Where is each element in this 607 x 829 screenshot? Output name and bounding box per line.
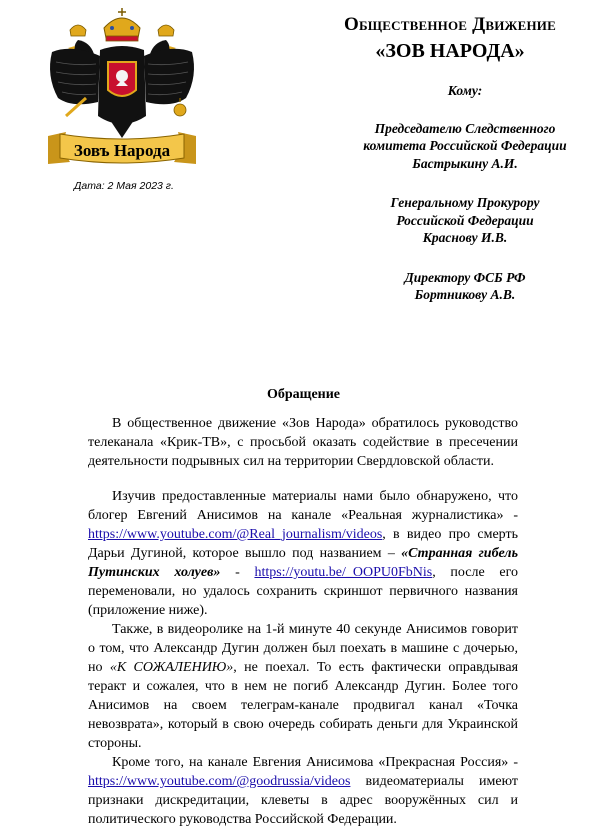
paragraph-3-text: , не поехал. То есть фактически оправдывая теракт и сожалея, что в нем не погиб Александр Дугин. Более того Анисимов на своем телеграм-канале продвигал канал «Точка невозврата», который в свою очередь собирать деньги для Украинской стороны. (88, 660, 519, 751)
crown-icon (104, 8, 140, 41)
quote-text: «К СОЖАЛЕНИЮ» (109, 660, 234, 675)
paragraph-4-text: Кроме того, на канале Евгения Анисимова «Прекрасная Россия» - (112, 755, 518, 770)
paragraph-1: В общественное движение «Зов Народа» обратилось руководство телеканала «Крик-ТВ», с просьбой оказать содействие в пресечении деятельности подрывных сил на территории Свердловской области. (88, 416, 518, 469)
organization-name-line2: «ЗОВ НАРОДА» (375, 40, 525, 62)
document-date: Дата: 2 Мая 2023 г. (74, 180, 174, 192)
recipient-line: Российской Федерации (396, 212, 534, 228)
paragraph-2-text: , после его переменовали, но удалось сохранить скриншот первичного названия (приложение ниже). (88, 565, 518, 618)
recipient-block (330, 269, 600, 304)
recipient-block (330, 194, 600, 247)
to-label: Кому: (447, 83, 483, 98)
recipient-line: Председателю Следственного (374, 120, 556, 136)
goodrussia-link[interactable]: https://www.youtube.com/@goodrussia/videos (88, 774, 351, 789)
organization-title (300, 12, 600, 64)
paragraph-2-text: , в видео про смерть Дарьи Дугиной, которое вышло под названием – (88, 527, 518, 561)
paragraph-2-text: Изучив предоставленные материалы нами было обнаружено, что блогер Евгений Анисимов на канале «Реальная журналистика» - (88, 489, 518, 523)
organization-name-line1: Общественное Движение (344, 14, 556, 35)
banner-text: Зовъ Народа (73, 141, 171, 160)
recipient-line: Директору ФСБ РФ (404, 269, 526, 285)
paragraph-4 (88, 753, 518, 829)
real-journalism-link[interactable]: https://www.youtube.com/@Real_journalism/videos (88, 527, 383, 542)
recipient-line: Краснову И.В. (422, 230, 508, 245)
paragraph-3-text: Также, в видеоролике на 1-й минуте 40 секунде Анисимов говорит о том, что Александр Дугин должен был поехать в машине с дочерью, но (88, 622, 518, 675)
paragraph-2-text: - (220, 565, 240, 580)
recipient-line: Бортникову А.В. (414, 287, 516, 302)
eagle-emblem-icon (42, 6, 202, 174)
video-title: «Странная гибель Путинских холуев» (88, 546, 519, 580)
recipient-line: Бастрыкину А.И. (412, 155, 518, 171)
video-link[interactable]: https://youtu.be/_OOPU0FbNis (254, 565, 433, 580)
paragraph-4-text: видеоматериалы имеют признаки дискредитации, клеветы в адрес вооружённых сил и политического руководства Российской Федерации. (88, 774, 518, 827)
recipient-line: комитета Российской Федерации (363, 138, 567, 153)
recipient-line: Генеральному Прокурору (390, 195, 540, 210)
appeal-body (88, 414, 518, 471)
appeal-body-continued (88, 487, 518, 829)
recipient-block (330, 120, 600, 173)
addressees (330, 82, 600, 326)
appeal-title: Обращение (266, 387, 341, 402)
paragraph-2 (88, 487, 518, 620)
paragraph-3 (88, 620, 518, 753)
